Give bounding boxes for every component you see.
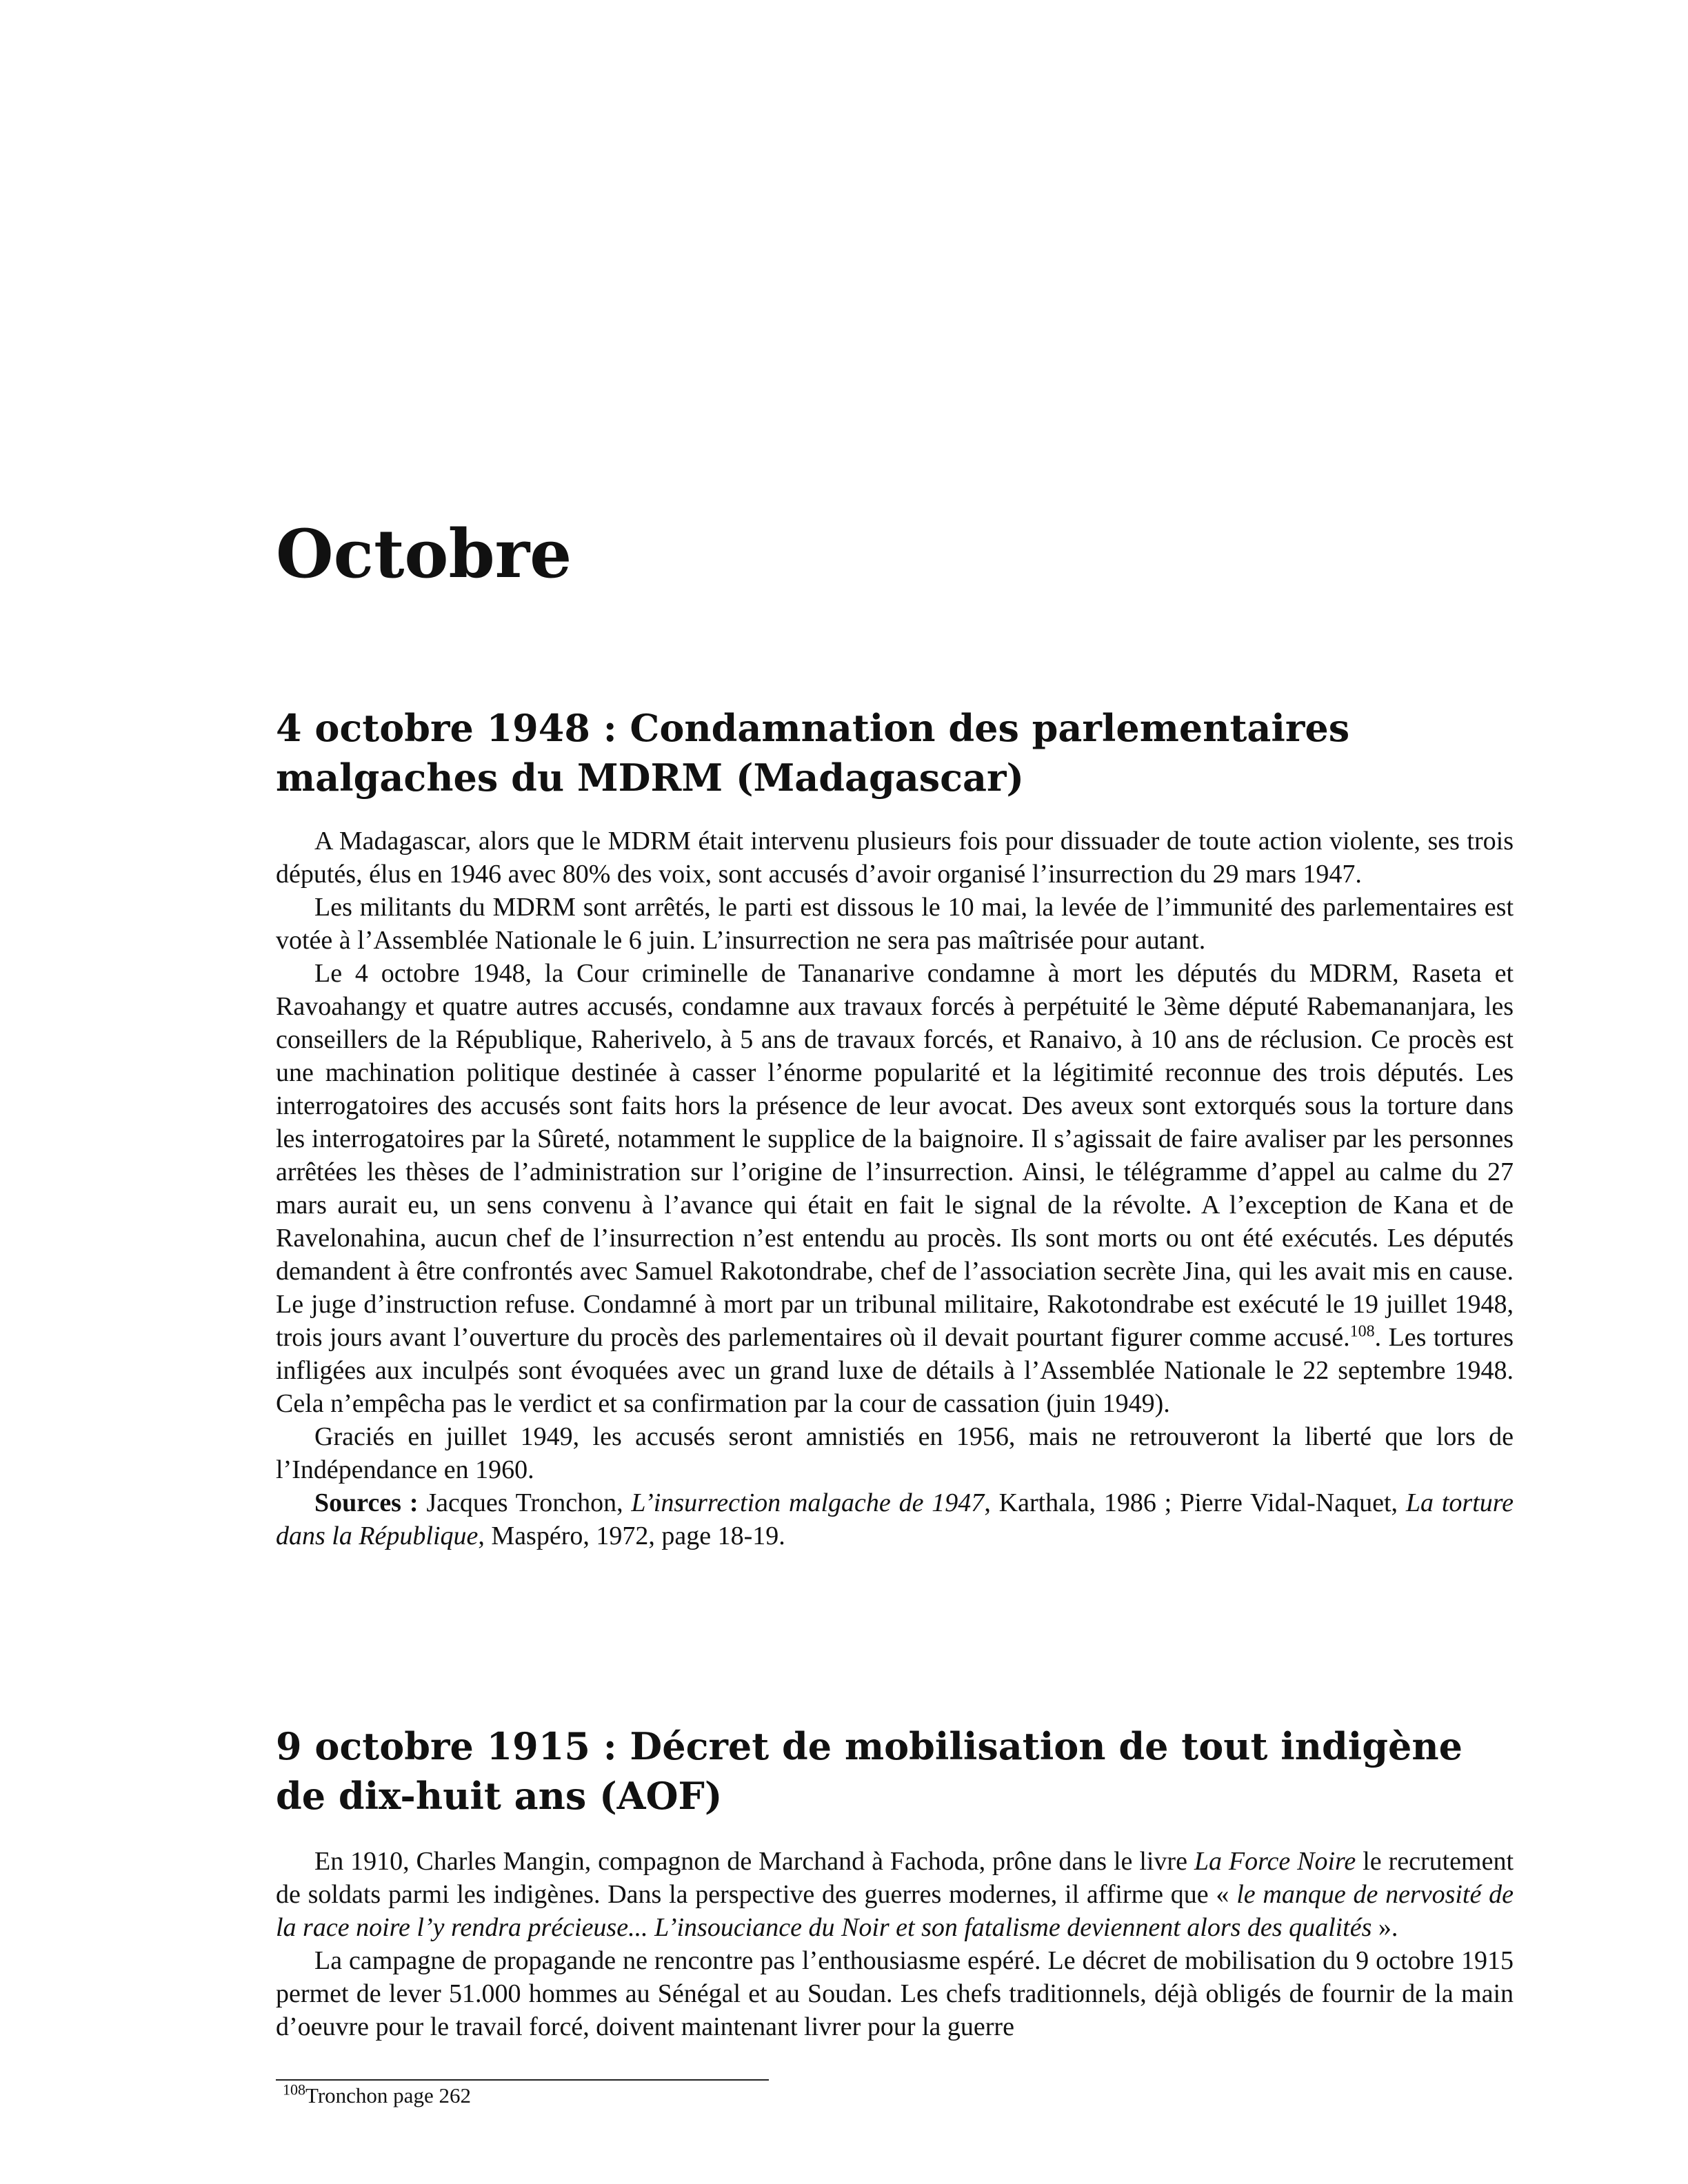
paragraph: La campagne de propagande ne rencontre pas l’enthousiasme espéré. Le décret de mobilisation du 9 octobre 1915 permet de lever 51.000 hommes au Sénégal et au Soudan. Les chefs traditionnels, déjà obligés de fournir de la main d’oeuvre pour le travail forcé, doivent maintenant livrer pour la guerre [276, 1946, 1514, 2041]
paragraph-text: ». [1372, 1913, 1398, 1942]
sources-label: Sources : [314, 1488, 419, 1517]
section-body-1915 [276, 1845, 1514, 2043]
paragraph: A Madagascar, alors que le MDRM était intervenu plusieurs fois pour dissuader de toute action violente, ses trois députés, élus en 1946 avec 80% des voix, sont accusés d’avoir organisé l’insurrection du 29 mars 1947. [276, 827, 1514, 889]
book-title: La torture dans la République [276, 1488, 1514, 1550]
footnote-divider [276, 2079, 769, 2081]
paragraph-text: le recrutement de soldats parmi les indigènes. Dans la perspective des guerres modernes, il affirme que « [276, 1847, 1514, 1909]
paragraph-text: . Les tortures infligées aux inculpés sont évoquées avec un grand luxe de détails à l’Assemblée Nationale le 22 septembre 1948. Cela n’empêcha pas le verdict et sa confirmation par la cour de cassation (juin 1949). [276, 1323, 1514, 1418]
paragraph [276, 957, 1514, 1420]
chapter-title: Octobre [276, 515, 572, 593]
footnote-number: 108 [283, 2081, 305, 2099]
quotation: le manque de nervosité de la race noire l’y rendra précieuse... L’insouciance du Noir et son fatalisme deviennent alors des qualités [276, 1880, 1514, 1942]
paragraph: Les militants du MDRM sont arrêtés, le parti est dissous le 10 mai, la levée de l’immunité des parlementaires est votée à l’Assemblée Nationale le 6 juin. L’insurrection ne sera pas maîtrisée pour autant. [276, 893, 1514, 955]
footnote [283, 2082, 471, 2110]
book-title: L’insurrection malgache de 1947 [631, 1488, 985, 1517]
paragraph [276, 1845, 1514, 1944]
book-title: La Force Noire [1194, 1847, 1356, 1876]
paragraph-text: Le 4 octobre 1948, la Cour criminelle de Tananarive condamne à mort les députés du MDRM, Raseta et Ravoahangy et quatre autres accusés, condamne aux travaux forcés à perpétuité le 3ème député Rabemananjara, les conseillers de la République, Raherivelo, à 5 ans de travaux forcés, et Ranaivo, à 10 ans de réclusion. Ce procès est une machination politique destinée à casser l’énorme popularité et la légitimité reconnue des trois députés. Les interrogatoires des accusés sont faits hors la présence de leur avocat. Des aveux sont extorqués sous la torture dans les interrogatoires par la Sûreté, notamment le supplice de la baignoire. Il s’agissait de faire avaliser par les personnes arrêtées les thèses de l’administration sur l’origine de l’insurrection. Ainsi, le télégramme d’appel au calme du 27 mars aurait eu, un sens convenu à l’avance qui était en fait le signal de la révolte. A l’exception de Kana et de Ravelonahina, aucun chef de l’insurrection n’est entendu au procès. Ils sont morts ou ont été exécutés. Les députés demandent à être confrontés avec Samuel Rakotondrabe, chef de l’association secrète Jina, qui les avait mis en cause. Le juge d’instruction refuse. Condamné à mort par un tribunal militaire, Rakotondrabe est exécuté le 19 juillet 1948, trois jours avant l’ouverture du procès des parlementaires où il devait pourtant figurer comme accusé. [276, 959, 1514, 1352]
paragraph-text: En 1910, Charles Mangin, compagnon de Marchand à Fachoda, prône dans le livre [314, 1847, 1194, 1876]
sources-paragraph [276, 1486, 1514, 1553]
section-body-1948 [276, 825, 1514, 1553]
sources-text: Jacques Tronchon, [418, 1488, 632, 1517]
footnote-marker[interactable]: 108 [1349, 1322, 1375, 1341]
sources-text: , Maspéro, 1972, page 18-19. [478, 1521, 785, 1550]
paragraph: Graciés en juillet 1949, les accusés seront amnistiés en 1956, mais ne retrouveront la liberté que lors de l’Indépendance en 1960. [276, 1422, 1514, 1484]
section-title-1948: 4 octobre 1948 : Condamnation des parlementaires malgaches du MDRM (Madagascar) [276, 706, 1350, 800]
footnote-text: Tronchon page 262 [305, 2083, 471, 2107]
section-title-1915: 9 octobre 1915 : Décret de mobilisation de tout indigène de dix-huit ans (AOF) [276, 1724, 1463, 1818]
sources-text: , Karthala, 1986 ; Pierre Vidal-Naquet, [984, 1488, 1406, 1517]
